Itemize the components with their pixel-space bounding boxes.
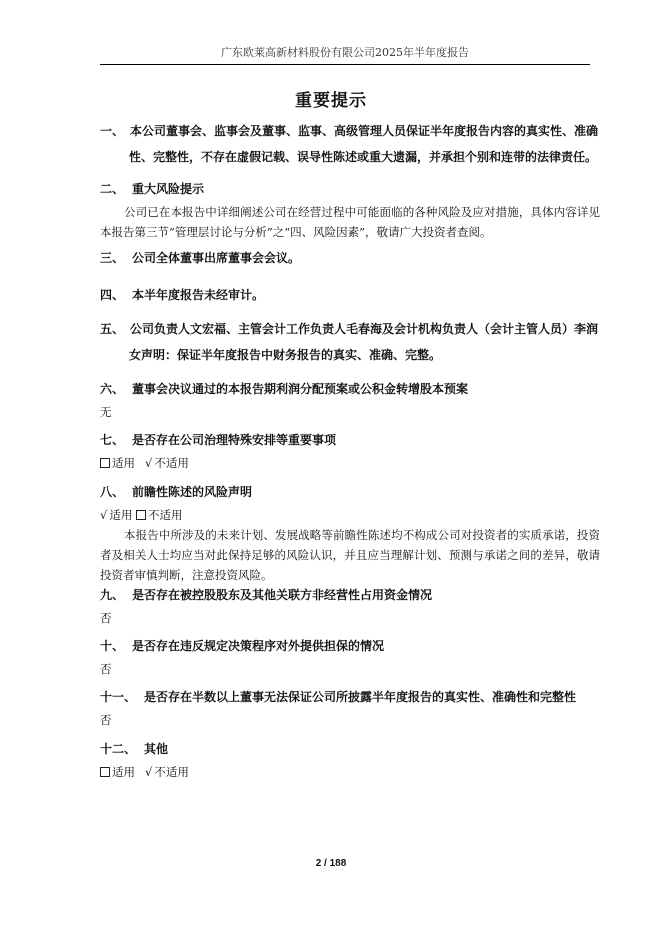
section-number: 九、 [100,588,125,602]
section-1 [100,118,600,170]
section-heading: 是否存在被控股股东及其他关联方非经营性占用资金情况 [132,588,433,602]
checkmark-icon: √ [100,508,108,522]
applicability-options [100,762,600,782]
section-body: 本报告中所涉及的未来计划、发展战略等前瞻性陈述均不构成公司对投资者的实质承诺，投资者及相关人士均应当对此保持足够的风险认识，并且应当理解计划、预测与承诺之间的差异，敬请投资者审慎判断，注意投资风险。 [100,528,600,582]
section-body: 否 [100,713,112,727]
section-9 [100,582,600,628]
checkbox-icon [100,767,110,777]
option-applicable: 适用 [112,765,135,779]
section-body: 否 [100,662,112,676]
option-applicable: 适用 [109,508,133,522]
section-heading-cont: 性、完整性，不存在虚假记载、误导性陈述或重大遗漏，并承担个别和连带的法律责任。 [129,150,598,164]
section-heading: 其他 [144,742,169,756]
section-12 [100,736,600,782]
section-body: 公司已在本报告中详细阐述公司在经营过程中可能面临的各种风险及应对措施，具体内容详见本报告第三节“管理层讨论与分析”之“四、风险因素”，敬请广大投资者查阅。 [100,205,600,239]
running-header: 广东欧莱高新材料股份有限公司2025年半年度报告 [100,44,590,65]
section-heading: 本半年度报告未经审计。 [132,288,265,302]
applicability-options [100,505,600,525]
section-number: 一、 [100,124,125,138]
section-body: 无 [100,405,112,419]
section-number: 三、 [100,251,125,265]
section-number: 八、 [100,485,125,499]
section-heading: 是否存在违反规定决策程序对外提供担保的情况 [132,639,385,653]
section-number: 二、 [100,182,125,196]
option-not-applicable: 不适用 [154,765,189,779]
section-heading: 是否存在公司治理特殊安排等重要事项 [132,433,337,447]
section-heading: 是否存在半数以上董事无法保证公司所披露半年度报告的真实性、准确性和完整性 [144,690,577,704]
section-heading: 公司全体董事出席董事会会议。 [132,251,301,265]
section-heading: 本公司董事会、监事会及董事、监事、高级管理人员保证半年度报告内容的真实性、准确 [130,124,599,138]
section-heading: 董事会决议通过的本报告期利润分配预案或公积金转增股本预案 [132,382,469,396]
section-4 [100,282,600,308]
page-number: 2 / 188 [315,858,347,869]
section-3 [100,245,600,271]
section-heading: 重大风险提示 [132,182,205,196]
section-11 [100,684,600,730]
option-not-applicable: 不适用 [154,456,189,470]
checkbox-icon [136,510,146,520]
section-6 [100,376,600,422]
section-5 [100,316,600,368]
checkbox-icon [100,458,110,468]
page-title: 重要提示 [295,91,367,111]
section-heading: 前瞻性陈述的风险声明 [132,485,253,499]
section-heading: 公司负责人文宏福、主管会计工作负责人毛春海及会计机构负责人（会计主管人员）李润 [130,322,599,336]
applicability-options [100,453,600,473]
section-number: 十一、 [100,690,137,704]
section-7 [100,427,600,473]
section-number: 六、 [100,382,125,396]
section-body: 否 [100,611,112,625]
section-2 [100,176,600,242]
section-number: 五、 [100,322,125,336]
section-number: 七、 [100,433,125,447]
section-number: 四、 [100,288,125,302]
section-number: 十二、 [100,742,137,756]
checkmark-icon: √ [145,765,153,779]
option-applicable: 适用 [112,456,135,470]
checkmark-icon: √ [145,456,153,470]
section-8 [100,479,600,585]
section-10 [100,633,600,679]
option-not-applicable: 不适用 [147,508,183,522]
section-heading-cont: 女声明：保证半年度报告中财务报告的真实、准确、完整。 [129,348,442,362]
section-number: 十、 [100,639,125,653]
